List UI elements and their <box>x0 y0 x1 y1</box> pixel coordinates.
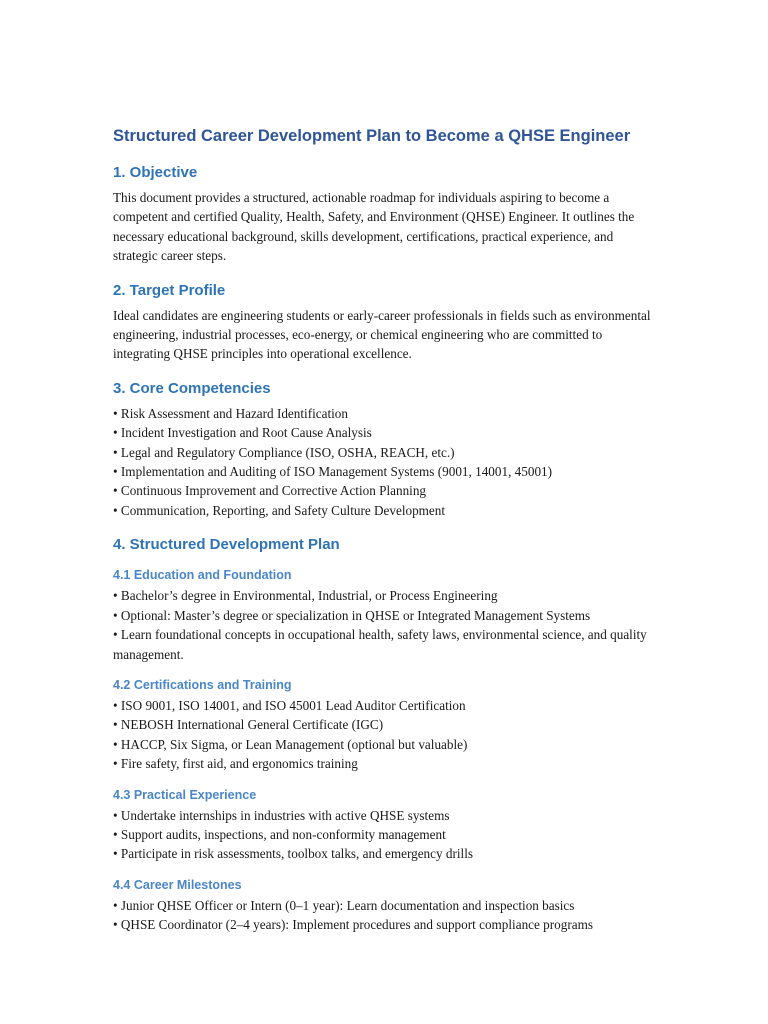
list-item: • Continuous Improvement and Corrective Action Planning <box>113 483 427 499</box>
list-item: • Communication, Reporting, and Safety Culture Development <box>113 502 446 518</box>
subsection-certifications <box>113 676 658 774</box>
subsection-career-milestones <box>113 876 658 935</box>
list-item: • Participate in risk assessments, toolbox talks, and emergency drills <box>113 846 474 862</box>
list-item: • Incident Investigation and Root Cause Analysis <box>113 425 372 441</box>
section-core-competencies <box>113 378 658 520</box>
subsection-heading: 4.4 Career Milestones <box>113 877 242 892</box>
bullet-list <box>113 806 658 864</box>
list-item: • ISO 9001, ISO 14001, and ISO 45001 Lead Auditor Certification <box>113 697 466 713</box>
section-development-plan <box>113 534 658 934</box>
list-item: • Implementation and Auditing of ISO Management Systems (9001, 14001, 45001) <box>113 464 553 480</box>
list-item: • Legal and Regulatory Compliance (ISO, OSHA, REACH, etc.) <box>113 444 455 460</box>
list-item: • Junior QHSE Officer or Intern (0–1 year): Learn documentation and inspection basics <box>113 897 575 913</box>
document-page <box>113 124 658 949</box>
list-item: • QHSE Coordinator (2–4 years): Implement procedures and support compliance programs <box>113 917 593 933</box>
list-item: • Bachelor’s degree in Environmental, Industrial, or Process Engineering <box>113 588 498 604</box>
bullet-list <box>113 896 658 935</box>
list-item: • Undertake internships in industries with active QHSE systems <box>113 807 450 823</box>
subsection-education <box>113 566 658 664</box>
subsection-heading: 4.1 Education and Foundation <box>113 568 292 583</box>
list-item: • Learn foundational concepts in occupational health, safety laws, environmental science, and quality management. <box>113 627 647 662</box>
section-heading: 1. Objective <box>113 164 198 181</box>
section-heading: 3. Core Competencies <box>113 379 271 397</box>
list-item: • NEBOSH International General Certificate (IGC) <box>113 717 384 733</box>
section-heading: 2. Target Profile <box>113 281 226 299</box>
section-paragraph: Ideal candidates are engineering students or early-career professionals in fields such as environmental engineering, industrial processes, eco-energy, or chemical engineering who are committed to integrating QHSE principles into operational excellence. <box>113 307 651 362</box>
list-item: • Risk Assessment and Hazard Identification <box>113 405 348 421</box>
list-item: • HACCP, Six Sigma, or Lean Management (optional but valuable) <box>113 736 468 752</box>
section-paragraph: This document provides a structured, actionable roadmap for individuals aspiring to become a competent and certified Quality, Health, Safety, and Environment (QHSE) Engineer. It outlines the necessary educational background, skills development, certifications, practical experience, and strategic career steps. <box>113 190 635 264</box>
subsection-heading: 4.3 Practical Experience <box>113 787 257 802</box>
list-item: • Optional: Master’s degree or specialization in QHSE or Integrated Management Systems <box>113 607 591 623</box>
section-heading: 4. Structured Development Plan <box>113 536 340 554</box>
section-objective <box>113 162 658 266</box>
section-target-profile <box>113 280 658 364</box>
bullet-list <box>113 586 658 664</box>
bullet-list <box>113 696 658 774</box>
list-item: • Support audits, inspections, and non-conformity management <box>113 826 446 842</box>
document-title: Structured Career Development Plan to Become a QHSE Engineer <box>113 127 631 145</box>
subsection-heading: 4.2 Certifications and Training <box>113 677 292 692</box>
subsection-practical-experience <box>113 786 658 864</box>
list-item: • Fire safety, first aid, and ergonomics training <box>113 756 358 772</box>
bullet-list <box>113 404 658 520</box>
